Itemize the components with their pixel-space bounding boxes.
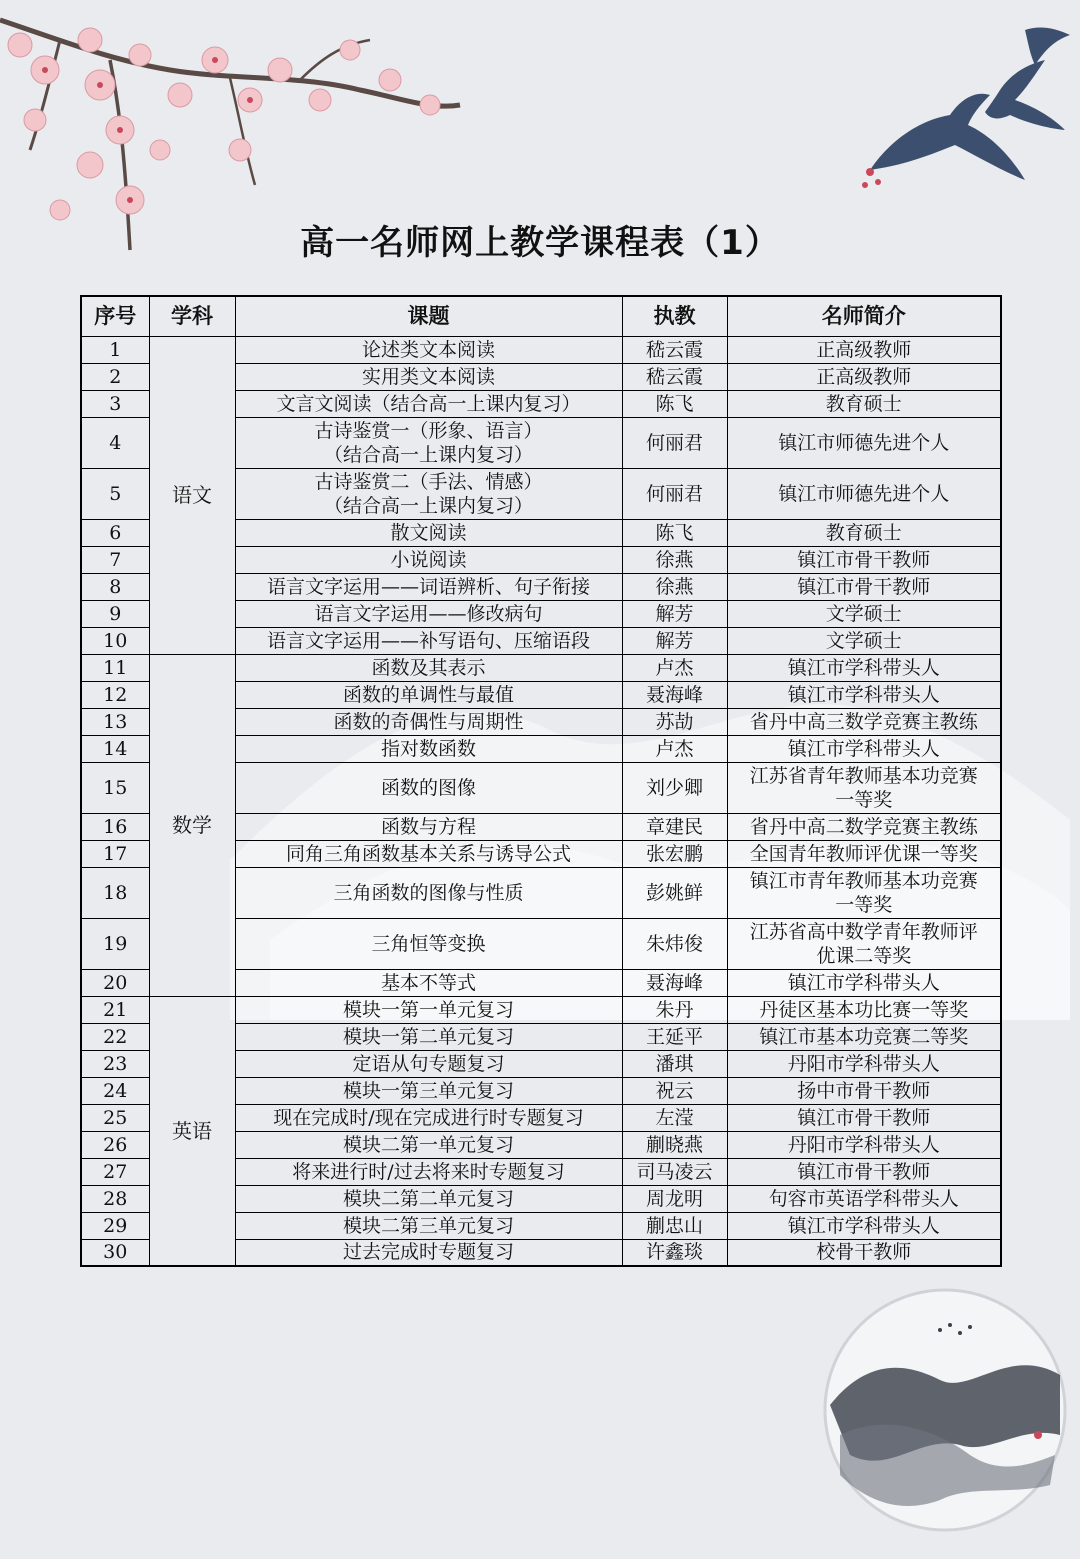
row-number: 7 — [81, 546, 149, 573]
header-topic: 课题 — [235, 296, 622, 336]
intro-cell: 正高级教师 — [727, 336, 1001, 363]
row-number: 3 — [81, 390, 149, 417]
intro-cell: 文学硕士 — [727, 627, 1001, 654]
intro-cell: 镇江市师德先进个人 — [727, 417, 1001, 468]
row-number: 30 — [81, 1239, 149, 1266]
row-number: 14 — [81, 735, 149, 762]
intro-cell: 丹徒区基本功比赛一等奖 — [727, 996, 1001, 1023]
header-teacher: 执教 — [622, 296, 727, 336]
intro-cell — [727, 762, 1001, 813]
subject-cell: 语文 — [149, 336, 235, 654]
row-number: 23 — [81, 1050, 149, 1077]
row-number: 5 — [81, 468, 149, 519]
row-number: 17 — [81, 840, 149, 867]
topic-cell: 现在完成时/现在完成进行时专题复习 — [235, 1104, 622, 1131]
intro-line-1: 江苏省青年教师基本功竞赛 — [749, 764, 978, 787]
intro-line-2: 一等奖 — [835, 893, 893, 916]
table-row — [81, 654, 1001, 681]
row-number: 4 — [81, 417, 149, 468]
row-number: 26 — [81, 1131, 149, 1158]
table-body — [81, 336, 1001, 1266]
intro-line-1: 镇江市青年教师基本功竞赛 — [749, 869, 978, 892]
topic-cell: 散文阅读 — [235, 519, 622, 546]
topic-cell: 实用类文本阅读 — [235, 363, 622, 390]
intro-cell: 文学硕士 — [727, 600, 1001, 627]
teacher-cell: 祝云 — [622, 1077, 727, 1104]
teacher-cell: 章建民 — [622, 813, 727, 840]
row-number: 9 — [81, 600, 149, 627]
intro-cell — [727, 867, 1001, 918]
teacher-cell: 张宏鹏 — [622, 840, 727, 867]
teacher-cell: 蒯晓燕 — [622, 1131, 727, 1158]
teacher-cell: 蒯忠山 — [622, 1212, 727, 1239]
intro-cell: 镇江市骨干教师 — [727, 573, 1001, 600]
teacher-cell: 刘少卿 — [622, 762, 727, 813]
topic-line-1: 古诗鉴赏一（形象、语言） — [314, 419, 543, 442]
row-number: 28 — [81, 1185, 149, 1212]
topic-cell: 函数的奇偶性与周期性 — [235, 708, 622, 735]
intro-cell: 镇江市学科带头人 — [727, 654, 1001, 681]
topic-cell: 模块二第二单元复习 — [235, 1185, 622, 1212]
topic-line-2: （结合高一上课内复习） — [323, 494, 533, 517]
intro-cell: 镇江市基本功竞赛二等奖 — [727, 1023, 1001, 1050]
topic-cell: 定语从句专题复习 — [235, 1050, 622, 1077]
teacher-cell: 潘琪 — [622, 1050, 727, 1077]
teacher-cell: 陈飞 — [622, 519, 727, 546]
teacher-cell: 何丽君 — [622, 417, 727, 468]
teacher-cell: 彭姚鲜 — [622, 867, 727, 918]
teacher-cell: 何丽君 — [622, 468, 727, 519]
teacher-cell: 陈飞 — [622, 390, 727, 417]
row-number: 8 — [81, 573, 149, 600]
topic-cell: 过去完成时专题复习 — [235, 1239, 622, 1266]
topic-cell: 语言文字运用——补写语句、压缩语段 — [235, 627, 622, 654]
table-row — [81, 996, 1001, 1023]
topic-cell — [235, 468, 622, 519]
topic-cell: 小说阅读 — [235, 546, 622, 573]
row-number: 18 — [81, 867, 149, 918]
intro-cell: 镇江市学科带头人 — [727, 969, 1001, 996]
row-number: 27 — [81, 1158, 149, 1185]
topic-cell: 论述类文本阅读 — [235, 336, 622, 363]
topic-cell: 语言文字运用——修改病句 — [235, 600, 622, 627]
topic-cell: 模块一第二单元复习 — [235, 1023, 622, 1050]
intro-cell: 镇江市骨干教师 — [727, 546, 1001, 573]
topic-cell: 模块一第一单元复习 — [235, 996, 622, 1023]
intro-cell: 扬中市骨干教师 — [727, 1077, 1001, 1104]
intro-cell: 镇江市师德先进个人 — [727, 468, 1001, 519]
row-number: 22 — [81, 1023, 149, 1050]
teacher-cell: 司马凌云 — [622, 1158, 727, 1185]
teacher-cell: 左滢 — [622, 1104, 727, 1131]
topic-cell: 文言文阅读（结合高一上课内复习） — [235, 390, 622, 417]
row-number: 11 — [81, 654, 149, 681]
row-number: 20 — [81, 969, 149, 996]
teacher-cell: 许鑫琰 — [622, 1239, 727, 1266]
intro-line-1: 江苏省高中数学青年教师评 — [749, 920, 978, 943]
schedule-table — [80, 295, 1002, 1267]
header-number: 序号 — [81, 296, 149, 336]
row-number: 21 — [81, 996, 149, 1023]
row-number: 13 — [81, 708, 149, 735]
intro-line-2: 一等奖 — [835, 788, 893, 811]
teacher-cell: 嵇云霞 — [622, 363, 727, 390]
intro-cell: 镇江市学科带头人 — [727, 681, 1001, 708]
header-intro: 名师简介 — [727, 296, 1001, 336]
topic-cell: 三角函数的图像与性质 — [235, 867, 622, 918]
intro-cell: 全国青年教师评优课一等奖 — [727, 840, 1001, 867]
intro-cell: 省丹中高三数学竞赛主教练 — [727, 708, 1001, 735]
row-number: 16 — [81, 813, 149, 840]
intro-line-2: 优课二等奖 — [816, 944, 912, 967]
intro-cell: 丹阳市学科带头人 — [727, 1050, 1001, 1077]
topic-cell: 将来进行时/过去将来时专题复习 — [235, 1158, 622, 1185]
topic-cell — [235, 417, 622, 468]
topic-line-1: 古诗鉴赏二（手法、情感） — [314, 470, 543, 493]
ink-landscape-decoration — [820, 1285, 1070, 1535]
intro-cell: 镇江市骨干教师 — [727, 1158, 1001, 1185]
row-number: 1 — [81, 336, 149, 363]
row-number: 19 — [81, 918, 149, 969]
topic-line-2: （结合高一上课内复习） — [323, 443, 533, 466]
intro-cell: 正高级教师 — [727, 363, 1001, 390]
intro-cell: 校骨干教师 — [727, 1239, 1001, 1266]
teacher-cell: 朱丹 — [622, 996, 727, 1023]
row-number: 15 — [81, 762, 149, 813]
subject-cell: 英语 — [149, 996, 235, 1266]
row-number: 2 — [81, 363, 149, 390]
intro-cell: 教育硕士 — [727, 390, 1001, 417]
row-number: 24 — [81, 1077, 149, 1104]
intro-cell: 省丹中高二数学竞赛主教练 — [727, 813, 1001, 840]
teacher-cell: 聂海峰 — [622, 969, 727, 996]
teacher-cell: 解芳 — [622, 627, 727, 654]
intro-cell: 镇江市骨干教师 — [727, 1104, 1001, 1131]
header-subject: 学科 — [149, 296, 235, 336]
teacher-cell: 卢杰 — [622, 654, 727, 681]
row-number: 6 — [81, 519, 149, 546]
swallows-decoration — [850, 20, 1075, 230]
topic-cell: 函数的图像 — [235, 762, 622, 813]
topic-cell: 三角恒等变换 — [235, 918, 622, 969]
intro-cell: 镇江市学科带头人 — [727, 735, 1001, 762]
teacher-cell: 聂海峰 — [622, 681, 727, 708]
intro-cell: 丹阳市学科带头人 — [727, 1131, 1001, 1158]
topic-cell: 模块二第三单元复习 — [235, 1212, 622, 1239]
topic-cell: 模块二第一单元复习 — [235, 1131, 622, 1158]
topic-cell: 语言文字运用——词语辨析、句子衔接 — [235, 573, 622, 600]
topic-cell: 基本不等式 — [235, 969, 622, 996]
intro-cell: 镇江市学科带头人 — [727, 1212, 1001, 1239]
teacher-cell: 朱炜俊 — [622, 918, 727, 969]
row-number: 25 — [81, 1104, 149, 1131]
subject-cell: 数学 — [149, 654, 235, 996]
row-number: 29 — [81, 1212, 149, 1239]
topic-cell: 同角三角函数基本关系与诱导公式 — [235, 840, 622, 867]
topic-cell: 函数与方程 — [235, 813, 622, 840]
page-title: 高一名师网上教学课程表（1） — [300, 223, 780, 263]
topic-cell: 指对数函数 — [235, 735, 622, 762]
teacher-cell: 解芳 — [622, 600, 727, 627]
intro-cell: 教育硕士 — [727, 519, 1001, 546]
teacher-cell: 徐燕 — [622, 573, 727, 600]
table-row — [81, 336, 1001, 363]
topic-cell: 函数及其表示 — [235, 654, 622, 681]
topic-cell: 模块一第三单元复习 — [235, 1077, 622, 1104]
teacher-cell: 卢杰 — [622, 735, 727, 762]
teacher-cell: 徐燕 — [622, 546, 727, 573]
teacher-cell: 苏劼 — [622, 708, 727, 735]
row-number: 12 — [81, 681, 149, 708]
table-header-row — [81, 296, 1001, 336]
intro-cell — [727, 918, 1001, 969]
teacher-cell: 嵇云霞 — [622, 336, 727, 363]
topic-cell: 函数的单调性与最值 — [235, 681, 622, 708]
intro-cell: 句容市英语学科带头人 — [727, 1185, 1001, 1212]
teacher-cell: 王延平 — [622, 1023, 727, 1050]
row-number: 10 — [81, 627, 149, 654]
teacher-cell: 周龙明 — [622, 1185, 727, 1212]
